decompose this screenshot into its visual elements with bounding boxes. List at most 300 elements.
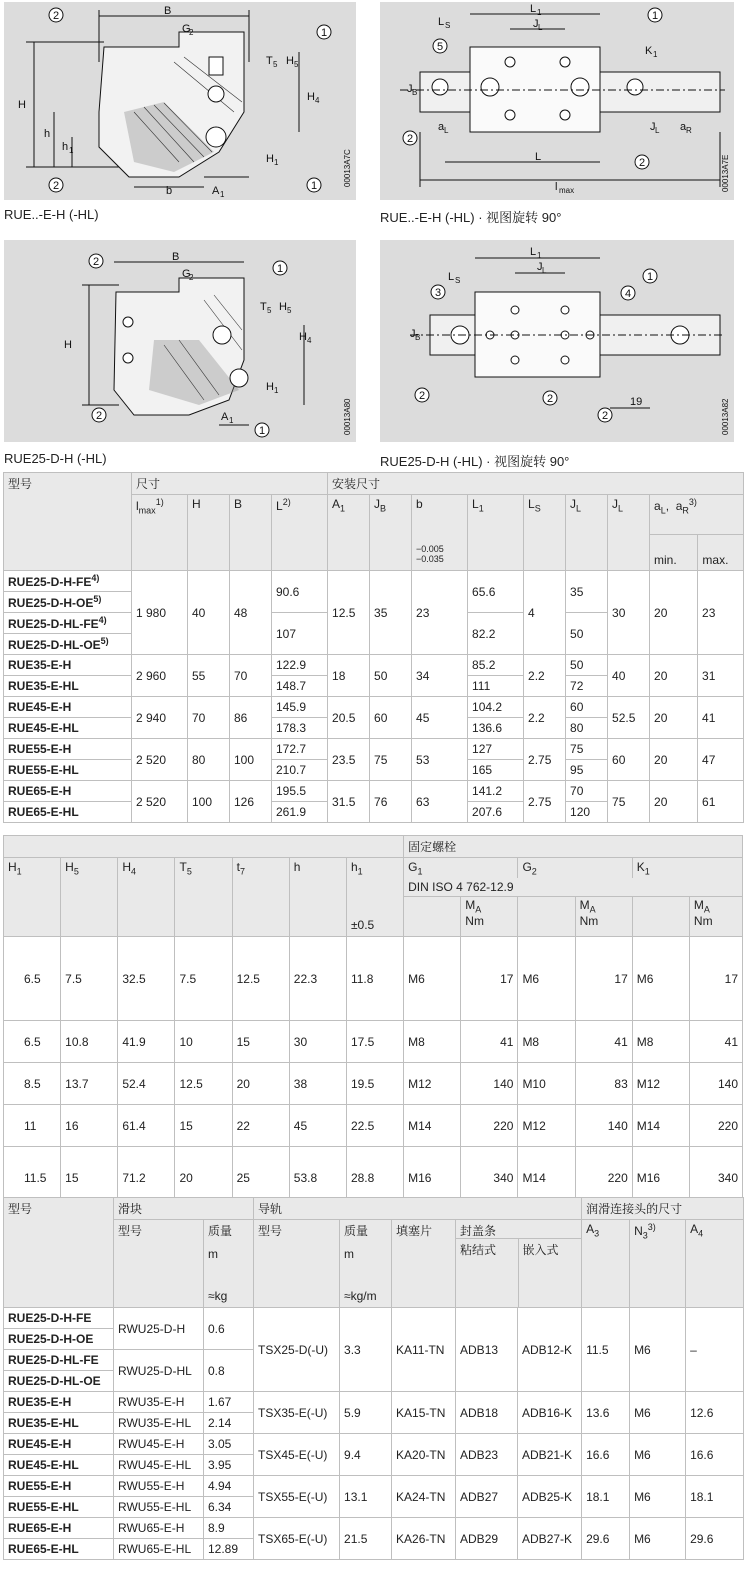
- svg-text:L: L: [438, 16, 445, 28]
- model-cell: [4, 634, 132, 655]
- table-cell: 30: [289, 1021, 346, 1063]
- cell-b: 70: [230, 655, 272, 697]
- b-tol-lower: −0.035: [416, 554, 444, 564]
- col-L1: $L_1$: [468, 495, 524, 571]
- model-footnote: 5): [100, 636, 109, 646]
- cell-jl2: 75: [608, 781, 650, 823]
- svg-text:B: B: [172, 251, 180, 263]
- block-type: RWU65-E-HL: [114, 1539, 204, 1560]
- figure-caption: RUE..-E-H (-HL) · 视图旋转 90°: [380, 210, 562, 225]
- model-cell: RUE45-E-HL: [4, 1455, 114, 1476]
- model-cell: RUE25-D-HL-OE: [4, 1371, 114, 1392]
- svg-text:J: J: [410, 328, 416, 340]
- figure-caption: RUE25-D-H (-HL): [4, 451, 107, 466]
- bolts-table-body: [4, 937, 743, 1209]
- col-L: $L^{2)}$: [272, 495, 328, 571]
- cell-ls: 4: [524, 571, 566, 655]
- cell-h: 55: [188, 655, 230, 697]
- cell-glue: ADB27: [456, 1476, 518, 1518]
- cell-amax: 47: [698, 739, 744, 781]
- svg-text:2: 2: [602, 410, 609, 422]
- table-cell: 41.9: [118, 1021, 175, 1063]
- model-cell: [4, 760, 132, 781]
- cell-plug: KA15-TN: [392, 1392, 456, 1434]
- svg-text:L: L: [444, 126, 449, 135]
- dimensions-table: [3, 472, 744, 823]
- cross-section-drawing: [4, 2, 356, 200]
- cell-h: 70: [188, 697, 230, 739]
- cell-ls: 2.2: [524, 655, 566, 697]
- col-H5: $H_5$: [61, 858, 118, 937]
- table-row: [4, 571, 744, 592]
- dimensions-table-body: [4, 571, 744, 823]
- svg-text:A: A: [212, 185, 220, 197]
- cell-lmax: 2 940: [132, 697, 188, 739]
- block-type: RWU55-E-HL: [114, 1497, 204, 1518]
- model-name: RUE65-E-HL: [8, 805, 79, 819]
- block-mass: 12.89: [204, 1539, 254, 1560]
- col-embed: 嵌入式: [522, 1243, 559, 1257]
- header-dimensions: 尺寸: [132, 473, 328, 495]
- col-T5: $T_5$: [175, 858, 232, 937]
- block-mass: 4.94: [204, 1476, 254, 1497]
- cell-n3: M6: [630, 1308, 686, 1392]
- svg-text:T: T: [260, 301, 267, 313]
- cell-a4: 29.6: [686, 1518, 744, 1560]
- table-cell: 22.3: [289, 937, 346, 1021]
- cell-rmass: 13.1: [340, 1476, 392, 1518]
- svg-text:1: 1: [653, 50, 658, 59]
- cell-b: 48: [230, 571, 272, 655]
- model-cell: [4, 781, 132, 802]
- table-cell: 10: [175, 1021, 232, 1063]
- col-rail-mass: 质量 m ≈kg/m: [340, 1220, 392, 1308]
- block-type: RWU35-E-HL: [114, 1413, 204, 1434]
- accessories-table: [3, 1197, 744, 1560]
- block-type: RWU65-E-H: [114, 1518, 204, 1539]
- svg-text:L: L: [530, 3, 537, 15]
- table-cell: 15: [175, 1105, 232, 1147]
- svg-text:5: 5: [267, 306, 272, 315]
- svg-text:00013A7E: 00013A7E: [721, 154, 730, 192]
- svg-text:1: 1: [277, 263, 284, 275]
- svg-text:K: K: [645, 45, 653, 57]
- cell-jl2: 30: [608, 571, 650, 655]
- table-row: [4, 1434, 744, 1455]
- cell-jb: 76: [370, 781, 412, 823]
- cell-jl: 50: [566, 613, 608, 655]
- model-cell: RUE25-D-H-OE: [4, 1329, 114, 1350]
- col-N3: $N_3^{3)}$: [630, 1220, 686, 1308]
- svg-text:1: 1: [311, 180, 318, 192]
- table-cell: 53.8: [289, 1147, 346, 1209]
- svg-text:J: J: [533, 18, 539, 30]
- svg-text:5: 5: [287, 306, 292, 315]
- table-cell: 20: [232, 1063, 289, 1105]
- cell-glue: ADB18: [456, 1392, 518, 1434]
- model-name: RUE55-E-HL: [8, 763, 79, 777]
- table-row: [4, 1308, 744, 1329]
- cell-jl: 75: [566, 739, 608, 760]
- col-glue: 粘结式: [456, 1239, 519, 1307]
- cell-embed: ADB12-K: [518, 1308, 582, 1392]
- col-cover: 封盖条 粘结式 嵌入式: [456, 1220, 582, 1308]
- cell-a3: 29.6: [582, 1518, 630, 1560]
- table-cell: 11.5: [4, 1147, 61, 1209]
- table-cell: 7.5: [175, 937, 232, 1021]
- cell-amax: 31: [698, 655, 744, 697]
- model-cell: [4, 739, 132, 760]
- table-cell: 22.5: [346, 1105, 403, 1147]
- col-JB: $J_B$: [370, 495, 412, 571]
- table-cell: 12.5: [175, 1063, 232, 1105]
- table-cell: 22: [232, 1105, 289, 1147]
- table-cell: 19.5: [346, 1063, 403, 1105]
- model-cell: [4, 655, 132, 676]
- svg-text:R: R: [686, 126, 692, 135]
- col-A1: $A_1$: [328, 495, 370, 571]
- svg-text:1: 1: [274, 158, 279, 167]
- col-block-mass: 质量 m ≈kg: [204, 1220, 254, 1308]
- col-t7: $t_7$: [232, 858, 289, 937]
- cell-glue: ADB13: [456, 1308, 518, 1392]
- cell-embed: ADB16-K: [518, 1392, 582, 1434]
- cell-n3: M6: [630, 1476, 686, 1518]
- cell-b: 100: [230, 739, 272, 781]
- cell-rmass: 3.3: [340, 1308, 392, 1392]
- svg-text:h: h: [44, 128, 51, 140]
- figure-caption: RUE25-D-H (-HL) · 视图旋转 90°: [380, 454, 570, 469]
- svg-text:4: 4: [625, 288, 632, 300]
- cell-amin: 20: [650, 655, 698, 697]
- svg-text:2: 2: [639, 157, 646, 169]
- svg-text:S: S: [445, 21, 451, 30]
- table-row: [4, 739, 744, 760]
- cell-jl: 70: [566, 781, 608, 802]
- table-cell: 140: [461, 1063, 518, 1105]
- svg-text:H: H: [266, 381, 274, 393]
- col-JL2: $J_L$: [608, 495, 650, 571]
- svg-text:3: 3: [435, 287, 442, 299]
- table-cell: 220: [689, 1105, 742, 1147]
- model-cell: RUE65-E-H: [4, 1518, 114, 1539]
- cell-n3: M6: [630, 1434, 686, 1476]
- cell-ls: 2.75: [524, 781, 566, 823]
- table-cell: 7.5: [61, 937, 118, 1021]
- col-h1: $h_1$ ±0.5: [346, 858, 403, 937]
- cell-a4: –: [686, 1308, 744, 1392]
- table-cell: M14: [518, 1147, 575, 1209]
- col-lmax: $l_{max}^{1)}$: [132, 495, 188, 571]
- cell-a3: 11.5: [582, 1308, 630, 1392]
- table-cell: 340: [689, 1147, 742, 1209]
- table-cell: 11.8: [346, 937, 403, 1021]
- block-mass: 3.05: [204, 1434, 254, 1455]
- cell-l1: 82.2: [468, 613, 524, 655]
- svg-text:J: J: [650, 121, 656, 133]
- cell-h: 40: [188, 571, 230, 655]
- model-name: RUE25-D-H-FE: [8, 575, 92, 589]
- table-cell: 15: [61, 1147, 118, 1209]
- block-mass: 0.8: [204, 1350, 254, 1392]
- model-name: RUE35-E-H: [8, 658, 72, 672]
- model-cell: RUE25-D-HL-FE: [4, 1350, 114, 1371]
- accessories-table-body: [4, 1308, 744, 1560]
- table-row: [4, 781, 744, 802]
- svg-text:max: max: [559, 186, 575, 195]
- cell-b: 126: [230, 781, 272, 823]
- svg-text:2: 2: [93, 256, 100, 268]
- col-b: b −0.005 −0.035: [412, 495, 468, 571]
- cell-plug: KA20-TN: [392, 1434, 456, 1476]
- table-row: [4, 1021, 743, 1063]
- model-cell: RUE55-E-HL: [4, 1497, 114, 1518]
- cell-a3: 13.6: [582, 1392, 630, 1434]
- model-cell: [4, 697, 132, 718]
- col-plug: 填塞片: [392, 1220, 456, 1308]
- model-name: RUE65-E-H: [8, 784, 72, 798]
- cell-l: 210.7: [272, 760, 328, 781]
- cell-b: 34: [412, 655, 468, 697]
- svg-text:b: b: [166, 185, 173, 197]
- svg-text:L: L: [538, 23, 543, 32]
- table-row: [4, 1476, 744, 1497]
- table-cell: 6.5: [4, 1021, 61, 1063]
- cell-a1: 20.5: [328, 697, 370, 739]
- svg-text:2: 2: [547, 393, 554, 405]
- block-type: RWU25-D-HL: [114, 1350, 204, 1392]
- col-LS: $L_S$: [524, 495, 566, 571]
- table-row: [4, 1518, 744, 1539]
- cell-l1: 65.6: [468, 571, 524, 613]
- col-ma: $M_A$ Nm: [461, 897, 518, 937]
- cell-plug: KA24-TN: [392, 1476, 456, 1518]
- cell-h: 80: [188, 739, 230, 781]
- model-name: RUE45-E-H: [8, 700, 72, 714]
- col-amax: max.: [702, 553, 729, 567]
- svg-text:2: 2: [407, 133, 414, 145]
- cell-n3: M6: [630, 1392, 686, 1434]
- cell-amin: 20: [650, 697, 698, 739]
- table-cell: 61.4: [118, 1105, 175, 1147]
- cell-a1: 31.5: [328, 781, 370, 823]
- svg-text:2: 2: [96, 410, 103, 422]
- svg-text:B: B: [415, 333, 421, 342]
- model-cell: [4, 802, 132, 823]
- table-cell: 340: [461, 1147, 518, 1209]
- svg-text:L: L: [448, 271, 455, 283]
- svg-text:1: 1: [652, 10, 659, 22]
- cell-jb: 35: [370, 571, 412, 655]
- col-K1: $K_1$: [632, 858, 742, 879]
- cell-amax: 23: [698, 571, 744, 655]
- cell-lmax: 2 520: [132, 739, 188, 781]
- cell-a3: 18.1: [582, 1476, 630, 1518]
- cell-jl: 80: [566, 718, 608, 739]
- cell-l: 90.6: [272, 571, 328, 613]
- cell-embed: ADB27-K: [518, 1518, 582, 1560]
- cell-a4: 18.1: [686, 1476, 744, 1518]
- cell-jl: 72: [566, 676, 608, 697]
- svg-text:1: 1: [321, 27, 328, 39]
- cell-jl2: 60: [608, 739, 650, 781]
- svg-text:T: T: [266, 55, 273, 67]
- block-mass: 2.14: [204, 1413, 254, 1434]
- cell-rail: TSX55-E(-U): [254, 1476, 340, 1518]
- cell-l: 145.9: [272, 697, 328, 718]
- col-ma: $M_A$ Nm: [689, 897, 742, 937]
- cell-embed: ADB25-K: [518, 1476, 582, 1518]
- cell-b: 53: [412, 739, 468, 781]
- svg-text:2: 2: [189, 273, 194, 282]
- table-cell: 52.4: [118, 1063, 175, 1105]
- svg-text:1: 1: [220, 190, 225, 199]
- cell-amin: 20: [650, 781, 698, 823]
- svg-text:2: 2: [419, 390, 426, 402]
- cell-rmass: 9.4: [340, 1434, 392, 1476]
- table-cell: 140: [689, 1063, 742, 1105]
- col-JL: $J_L$: [566, 495, 608, 571]
- svg-text:1: 1: [259, 425, 266, 437]
- model-cell: [4, 676, 132, 697]
- svg-text:19: 19: [630, 396, 643, 408]
- model-name: RUE45-E-HL: [8, 721, 79, 735]
- table-cell: 71.2: [118, 1147, 175, 1209]
- table-cell: 17.5: [346, 1021, 403, 1063]
- model-cell: [4, 571, 132, 592]
- table-cell: M10: [518, 1063, 575, 1105]
- cell-rail: TSX25-D(-U): [254, 1308, 340, 1392]
- col-rail-type: 型号: [254, 1220, 340, 1308]
- model-name: RUE25-D-H-OE: [8, 596, 94, 610]
- cell-l: 148.7: [272, 676, 328, 697]
- col-H: H: [188, 495, 230, 571]
- svg-text:G: G: [182, 268, 191, 280]
- table-row: [4, 697, 744, 718]
- cell-rmass: 21.5: [340, 1518, 392, 1560]
- svg-text:1: 1: [537, 251, 542, 260]
- svg-text:h: h: [62, 141, 69, 153]
- svg-text:4: 4: [307, 336, 312, 345]
- cell-l1: 165: [468, 760, 524, 781]
- model-cell: RUE35-E-H: [4, 1392, 114, 1413]
- table-cell: 220: [461, 1105, 518, 1147]
- cell-jl: 95: [566, 760, 608, 781]
- cell-amax: 61: [698, 781, 744, 823]
- cell-ls: 2.75: [524, 739, 566, 781]
- cell-jb: 75: [370, 739, 412, 781]
- block-type: RWU45-E-H: [114, 1434, 204, 1455]
- svg-text:H: H: [64, 339, 72, 351]
- cell-glue: ADB29: [456, 1518, 518, 1560]
- header-mounting: 安装尺寸: [328, 473, 744, 495]
- model-footnote: 4): [98, 615, 107, 625]
- bolts-table: [3, 835, 743, 1209]
- top-view-drawing: [380, 240, 734, 442]
- table-cell: 220: [575, 1147, 632, 1209]
- b-tol-upper: −0.005: [416, 544, 444, 554]
- col-B: B: [230, 495, 272, 571]
- svg-text:S: S: [455, 276, 461, 285]
- cell-l: 195.5: [272, 781, 328, 802]
- table-cell: 45: [289, 1105, 346, 1147]
- figure-cross-section-d: [4, 240, 356, 442]
- cell-l1: 85.2: [468, 655, 524, 676]
- svg-text:H: H: [279, 301, 287, 313]
- block-mass: 0.6: [204, 1308, 254, 1350]
- block-type: RWU45-E-HL: [114, 1455, 204, 1476]
- table-cell: 140: [575, 1105, 632, 1147]
- cell-l1: 141.2: [468, 781, 524, 802]
- col-G1: $G_1$: [404, 858, 518, 879]
- cell-h: 100: [188, 781, 230, 823]
- svg-text:1: 1: [537, 8, 542, 17]
- cell-a1: 23.5: [328, 739, 370, 781]
- svg-text:H: H: [307, 91, 315, 103]
- block-mass: 6.34: [204, 1497, 254, 1518]
- svg-text:00013A80: 00013A80: [343, 398, 352, 435]
- svg-text:B: B: [164, 5, 172, 17]
- cell-l: 178.3: [272, 718, 328, 739]
- col-h: h: [289, 858, 346, 937]
- col-amin: min.: [650, 535, 698, 570]
- block-type: RWU55-E-H: [114, 1476, 204, 1497]
- model-cell: [4, 592, 132, 613]
- table-row: [4, 1105, 743, 1147]
- din-standard: DIN ISO 4 762-12.9: [404, 878, 743, 897]
- cell-embed: ADB21-K: [518, 1434, 582, 1476]
- table-cell: M12: [404, 1063, 461, 1105]
- model-footnote: 4): [91, 573, 100, 583]
- table-cell: M8: [404, 1021, 461, 1063]
- block-type: RWU35-E-H: [114, 1392, 204, 1413]
- model-cell: RUE65-E-HL: [4, 1539, 114, 1560]
- col-H4: $H_4$: [118, 858, 175, 937]
- table-cell: M12: [518, 1105, 575, 1147]
- cell-rmass: 5.9: [340, 1392, 392, 1434]
- svg-text:2: 2: [53, 10, 60, 22]
- svg-text:L: L: [535, 151, 542, 163]
- svg-text:1: 1: [647, 271, 654, 283]
- svg-text:a: a: [438, 121, 445, 133]
- cell-amin: 20: [650, 571, 698, 655]
- table-cell: 17: [461, 937, 518, 1021]
- cell-jl2: 52.5: [608, 697, 650, 739]
- svg-text:a: a: [680, 121, 687, 133]
- cell-l1: 104.2: [468, 697, 524, 718]
- svg-text:1: 1: [229, 416, 234, 425]
- model-footnote: 5): [93, 594, 102, 604]
- cell-jl: 120: [566, 802, 608, 823]
- svg-text:B: B: [412, 88, 418, 97]
- svg-text:H: H: [18, 99, 26, 111]
- svg-text:J: J: [407, 83, 413, 95]
- cell-a1: 18: [328, 655, 370, 697]
- table-cell: M16: [632, 1147, 689, 1209]
- table-row: [4, 937, 743, 1021]
- svg-text:L: L: [530, 246, 537, 258]
- svg-text:5: 5: [437, 41, 444, 53]
- svg-text:G: G: [182, 23, 191, 35]
- cell-b: 45: [412, 697, 468, 739]
- cell-jl: 50: [566, 655, 608, 676]
- model-name: RUE25-D-HL-OE: [8, 638, 101, 652]
- header-rail: 导轨: [254, 1198, 582, 1220]
- table-cell: M14: [404, 1105, 461, 1147]
- svg-text:A: A: [221, 411, 229, 423]
- block-type: RWU25-D-H: [114, 1308, 204, 1350]
- header-model: 型号: [4, 1198, 114, 1308]
